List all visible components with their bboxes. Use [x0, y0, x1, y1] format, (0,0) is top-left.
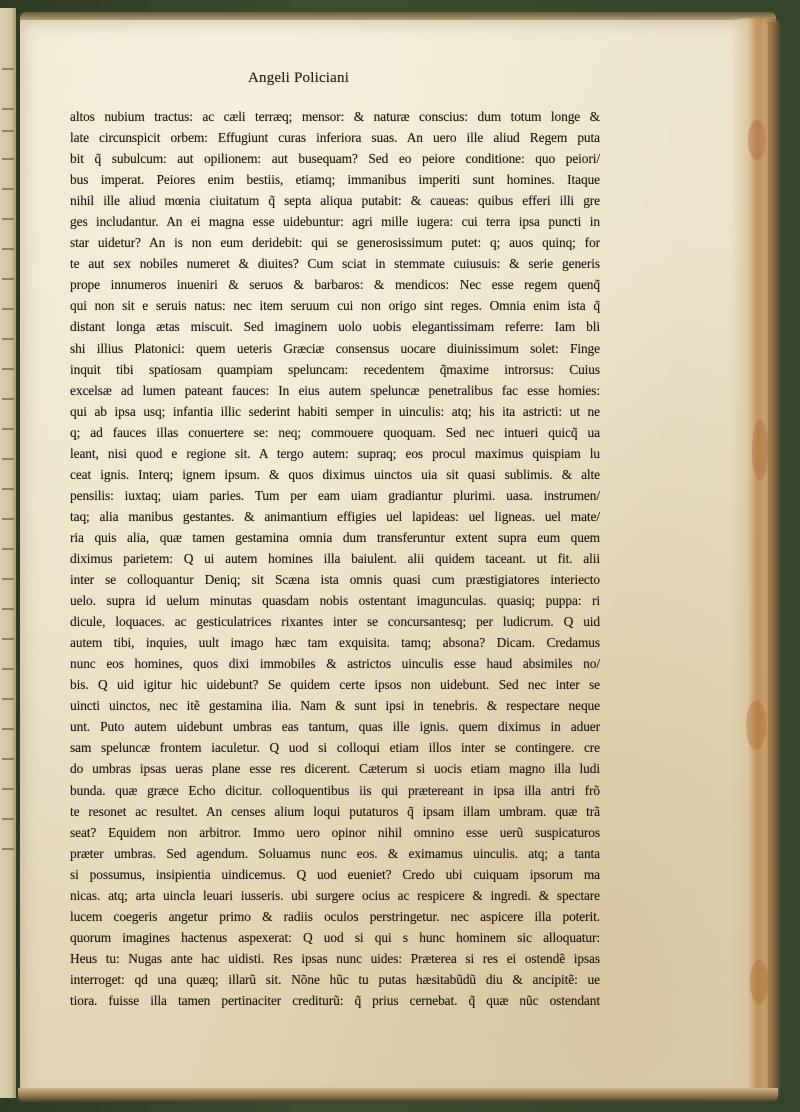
text-line: quorum imagines hactenus aspexerat: Q uod si qui s hunc hominem sic alloquatur:: [70, 929, 600, 945]
text-line: altos nubium tractus: ac cæli terræq; mensor: & naturæ conscius: dum totum longe &: [70, 109, 600, 124]
text-line: te aut sex nobiles numeret & diuites? Cum sciat in stemmate cuiusuis: & serie generis: [70, 256, 600, 272]
text-line: uincti uinctos, nec itẽ gestamina ilia. Nam & sunt ipsi in tenebris. & respectare neque: [70, 698, 600, 714]
text-line: nihil ille aliud mœnia ciuitatum q̃ septa aliqua putabit: & caueas: quibus efferi illi gre: [70, 193, 600, 209]
page-fore-edge: [730, 18, 780, 1100]
text-line: uelo. supra id uelum minutas quasdam nobis ostentant imagunculas. quasiq; puppa: ri: [70, 593, 600, 609]
text-line: prope innumeros inueniri & seruos & barbaros: & mendicos: Nec esse regem quenq̃: [70, 277, 600, 293]
text-line: inter se colloquantur Deniq; sit Scæna ista omnis quasi cum præstigiatores interiecto: [70, 572, 600, 588]
text-line: qui ab ipsa usq; infantia illic sederint habiti semper in uinculis: atq; his ita astricti: ut ne: [70, 403, 600, 419]
text-line: unt. Puto autem uidebunt umbras eas tantum, quas ille ignis. quem diximus in aduer: [70, 719, 600, 735]
text-line: sam speluncæ frontem iaculetur. Q uod si colloqui etiam illos inter se contingere. cre: [70, 740, 600, 756]
text-line: te resonet ac resultet. An censes alium loqui putaturos q̃ ipsam illam umbram. quæ trã: [70, 803, 600, 819]
text-line: late circunspicit orbem: Effugiunt curas inferiora suas. An uero ille aliud Regem puta: [70, 130, 600, 146]
text-line: inquit tibi spatiosam quampiam speluncam: recedentem q̃maxime introrsus: Cuius: [70, 361, 600, 377]
body-text: [70, 106, 600, 1011]
text-line: ges includantur. An ei magna esse uidebuntur: agri mille iugera: cui terra ipsa puncti in: [70, 214, 600, 230]
page-bottom-edge: [18, 1088, 778, 1102]
text-line: bit q̃ subulcum: aut opilionem: aut busequam? Sed eo peiore conditione: quo peiori/: [70, 151, 600, 167]
text-line: lucem coegeris angetur primo & radiis oculos perstringetur. nec aspicere illa poterit.: [70, 908, 600, 924]
text-line: præter umbras. Sed agendum. Soluamus nunc eos. & eximamus uinculis. atq; a tanta: [70, 845, 600, 861]
text-line: tiora. fuisse illa tamen pertinaciter crediturũ: q̃ prius cernebat. q̃ quæ nũc ostendant: [70, 992, 600, 1008]
text-line: bunda. quæ græce Echo dicitur. colloquentibus iis qui prætereant in ipsa illa antri frõ: [70, 782, 600, 798]
text-line: diximus parietem: Q ui autem homines illa baiulent. alii quidem taceant. ut fit. alii: [70, 550, 600, 566]
facing-page-edge: [0, 8, 16, 1098]
text-line: shi illius Platonici: quem ueteris Græciæ consensus uocare diuinissimum solet: Finge: [70, 340, 600, 356]
text-line: star uidetur? An is non eum deridebit: qui se generosissimum putet: q; auos quinq; for: [70, 235, 600, 251]
text-line: dicule, loquaces. ac gesticulatrices rixantes inter se concursantesq; per ludicrum. Q uid: [70, 614, 600, 630]
foxing-stain: [752, 420, 768, 480]
text-line: qui non sit e seruis natus: nec item seruum cui non origo sint reges. Omnia enim ista q̃: [70, 298, 600, 314]
text-line: excelsæ ad lumen pateant fauces: In eius autem speluncæ penetralibus fac esse homies:: [70, 382, 600, 398]
foxing-stain: [748, 120, 766, 160]
text-line: ceat ignis. Interq; ignem ipsum. & quos diximus uinctos uia sit quasi sublimis. & alte: [70, 466, 600, 482]
text-line: Heus tu: Nugas ante hac uidisti. Res ipsas nunc uides: Præterea si res ei ostendẽ ipsas: [70, 950, 600, 966]
running-header: Angeli Policiani: [248, 70, 350, 86]
text-line: q; ad fauces illas conuertere se: neq; commouere quoquam. Sed nec intueri quicq̃ ua: [70, 424, 600, 440]
text-line: autem tibi, inquies, uult imago hæc tam exquisita. tamq; absona? Dicam. Credamus: [70, 635, 600, 651]
text-line: taq; alia manibus gestantes. & animantium effigies uel lapideas: uel ligneas. uel mate/: [70, 508, 600, 524]
text-line: nunc eos homines, quos dixi immobiles & astrictos uinculis esse haud absimiles no/: [70, 656, 600, 672]
foxing-stain: [746, 700, 766, 750]
text-line: bis. Q uid igitur hic uidebunt? Se quidem certe ipsos non uidebunt. Sed nec inter se: [70, 677, 600, 693]
text-line: distant longa ætas miscuit. Sed imaginem uolo uobis elegantissimam referre: Iam bli: [70, 319, 600, 335]
text-line: interroget: qd una quæq; illarũ sit. Nõne hũc tu putas hæsitabũdũ diu & ancipitẽ: ue: [70, 971, 600, 987]
text-line: ria quis alia, quæ tamen gestamina omnia dum transferuntur extent supra eum quem: [70, 529, 600, 545]
text-line: seat? Equidem non arbitror. Immo uero opinor nihil omnino esse uerũ suspicaturos: [70, 824, 600, 840]
foxing-stain: [750, 960, 768, 1004]
text-line: do umbras ipsas ueras plane esse res dicerent. Cæterum si uocis etiam magno illa ludi: [70, 761, 600, 777]
text-line: pensilis: iuxtaq; uiam paries. Tum per eam uiam gradiantur plurimi. uasa. instrumen/: [70, 487, 600, 503]
text-line: bus imperat. Peiores enim bestiis, etiamq; immanibus imperiti sunt homines. Itaque: [70, 172, 600, 188]
text-line: leant, nisi quod e regione sit. A tergo autem: supraq; eos procul maximus quispiam lu: [70, 445, 600, 461]
text-line: si possumus, insipientia uindicemus. Q uod eueniet? Credo ubi cuiquam ipsorum ma: [70, 866, 600, 882]
text-line: nicas. atq; arta uincla leuari iusseris. ubi surgere ocius ac respicere & ingredi. & spectare: [70, 887, 600, 903]
